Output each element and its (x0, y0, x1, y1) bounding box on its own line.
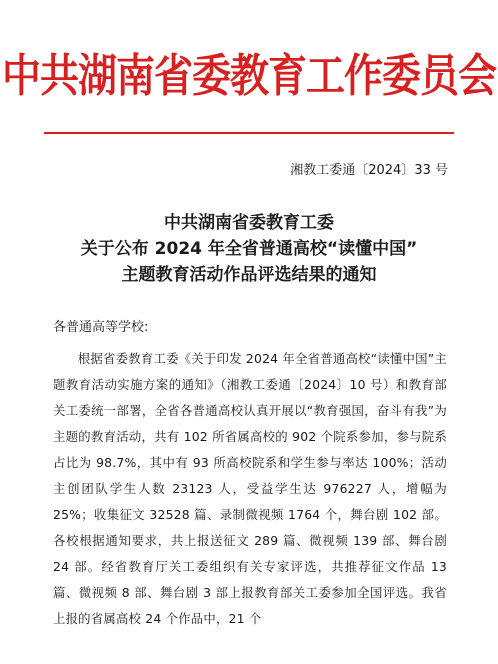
red-divider-line (44, 132, 454, 134)
title-line-2: 关于公布 2024 年全省普通高校“读懂中国” (80, 239, 418, 259)
body-paragraph: 根据省委教育工委《关于印发 2024 年全省普通高校“读懂中国”主题教育活动实施方案的通知》（湘教工委通〔2024〕10 号）和教育部关工委统一部署，全省各普通高校认真开展以“教育强国，奋斗有我”为主题的教育活动，共有 102 所省属高校的 902 个院系参加，参与院系占比为 98.7%，其中有 93 所高校院系和学生参与率达 100%；活动主创团队学生人数 23123 人，受益学生达 976227 人，增幅为 25%；收集征文 32528 篇、录制微视频 1764 个，舞台剧 102 部。各校根据通知要求，共上报送征文 289 篇、微视频 139 部、舞台剧 24 部。经省教育厅关工委组织有关专家评选，共推荐征文作品 13 篇、微视频 8 部、舞台剧 3 部上报教育部关工委参加全国评选。我省上报的省属高校 24 个作品中，21 个 (53, 351, 447, 626)
document-number: 湘教工委通〔2024〕33 号 (290, 163, 448, 178)
salutation: 各普通高等学校: (53, 320, 149, 335)
title-line-1: 中共湖南省委教育工委 (164, 213, 334, 233)
masthead-title: 中共湖南省委教育工作委员会 (1, 50, 496, 103)
title-line-3: 主题教育活动作品评选结果的通知 (121, 265, 377, 285)
notice-title (0, 210, 498, 288)
